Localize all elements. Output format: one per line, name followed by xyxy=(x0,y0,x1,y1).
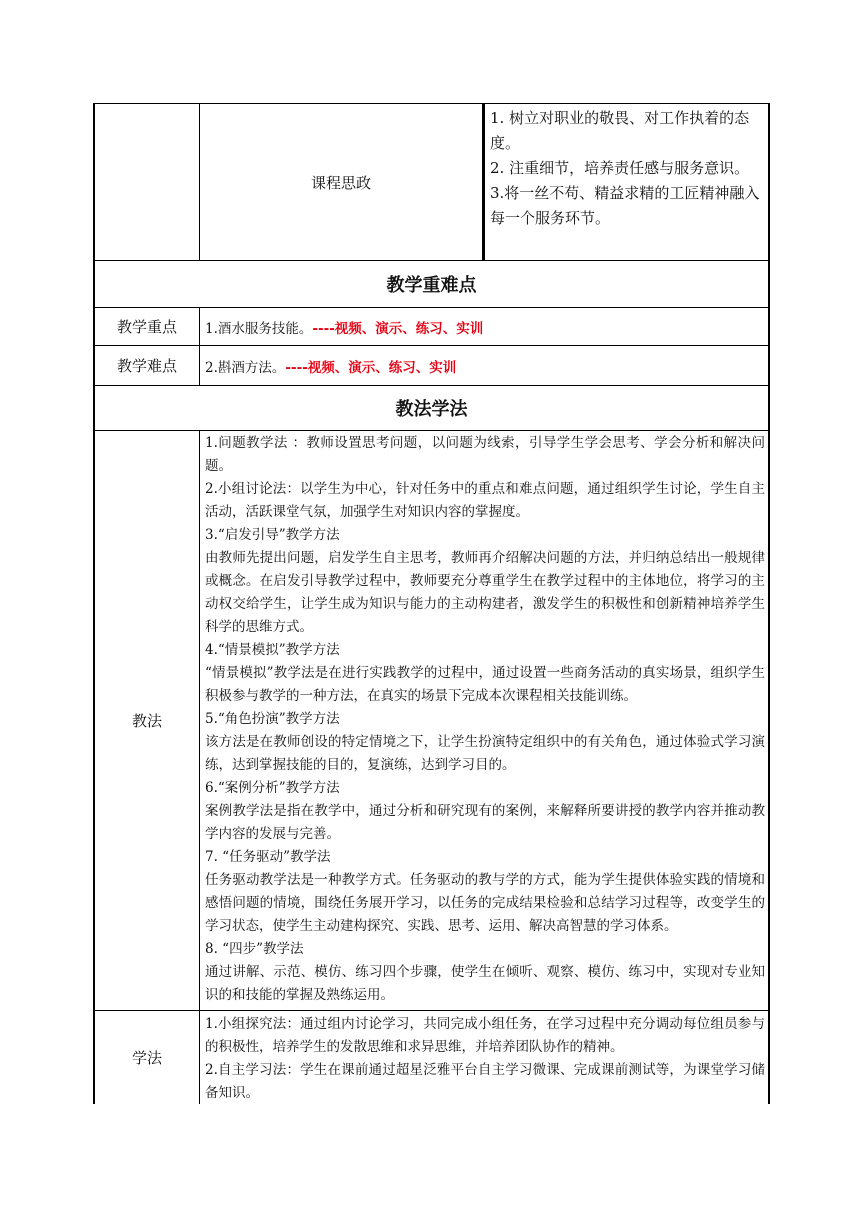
difficult-point-label: 教学难点 xyxy=(116,357,177,375)
methods-section-title: 教法学法 xyxy=(395,399,468,420)
learning-method-line: 2.自主学习法：学生在课前通过超星泛雅平台自主学习微课、完成课前测试等，为课堂学习储备知识。 xyxy=(205,1062,765,1101)
learning-methods-label: 学法 xyxy=(131,1049,162,1067)
sizheng-item: 2. 注重细节，培养责任感与服务意识。 xyxy=(490,159,750,177)
teaching-method-line: “情景模拟”教学法是在进行实践教学的过程中，通过设置一些商务活动的真实场景，组织学生积极参与教学的一种方法，在真实的场景下完成本次课程相关技能训练。 xyxy=(205,665,765,704)
sizheng-item: 3.将一丝不苟、精益求精的工匠精神融入每一个服务环节。 xyxy=(490,184,760,227)
key-point-content xyxy=(205,308,765,345)
teaching-method-line: 案例教学法是指在教学中，通过分析和研究现有的案例，来解释所要讲授的教学内容并推动教学内容的发展与完善。 xyxy=(205,803,765,842)
teaching-method-line: 3.“启发引导”教学方法 xyxy=(205,527,340,543)
sizheng-label: 课程思政 xyxy=(310,173,371,192)
teaching-methods-content xyxy=(205,432,765,1010)
teaching-method-line: 任务驱动教学法是一种教学方式。任务驱动的教与学的方式，能为学生提供体验实践的情境和感悟问题的情境，围绕任务展开学习，以任务的完成结果检验和总结学习过程等，改变学生的学习状态，使学生主动建构探究、实践、思考、运用、解决高智慧的学习体系。 xyxy=(205,872,765,934)
learning-method-line: 1.小组探究法：通过组内讨论学习，共同完成小组任务，在学习过程中充分调动每位组员参与的积极性，培养学生的发散思维和求异思维，并培养团队协作的精神。 xyxy=(205,1016,765,1055)
teaching-method-line: 1.问题教学法 ：教师设置思考问题，以问题为线索，引导学生学会思考、学会分析和解决问题。 xyxy=(205,435,765,474)
sizheng-item: 1. 树立对职业的敬畏、对工作执着的态度。 xyxy=(490,109,750,152)
teaching-method-line: 2.小组讨论法：以学生为中心，针对任务中的重点和难点问题，通过组织学生讨论，学生自主活动，活跃课堂气氛，加强学生对知识内容的掌握度。 xyxy=(205,481,765,520)
lesson-plan-table xyxy=(93,103,770,1104)
difficulty-section-title: 教学重难点 xyxy=(386,275,477,296)
teaching-method-line: 通过讲解、示范、模仿、练习四个步骤，使学生在倾听、观察、模仿、练习中，实现对专业知识的和技能的掌握及熟练运用。 xyxy=(205,964,765,1003)
teaching-method-line: 该方法是在教师创设的特定情境之下，让学生扮演特定组织中的有关角色，通过体验式学习演练，达到掌握技能的目的，复演练，达到学习目的。 xyxy=(205,734,765,773)
teaching-method-line: 5.“角色扮演”教学方法 xyxy=(205,711,340,727)
difficult-point-text: 2.斟酒方法。 xyxy=(205,359,286,376)
teaching-method-line: 7. “任务驱动”教学法 xyxy=(205,849,331,865)
sizheng-content xyxy=(490,106,764,260)
teaching-method-line: 由教师先提出问题，启发学生自主思考，教师再介绍解决问题的方法，并归纳总结出一般规律或概念。在启发引导教学过程中，教师要充分尊重学生在教学过程中的主体地位，将学习的主动权交给学生，让学生成为知识与能力的主动构建者，激发学生的积极性和创新精神培养学生科学的思维方式。 xyxy=(205,550,765,635)
difficult-point-content xyxy=(205,346,765,385)
teaching-methods-label: 教法 xyxy=(131,712,162,730)
key-point-label: 教学重点 xyxy=(116,318,177,336)
teaching-method-line: 8. “四步”教学法 xyxy=(205,941,304,957)
key-point-text: 1.酒水服务技能。 xyxy=(205,320,313,337)
teaching-method-line: 6.“案例分析”教学方法 xyxy=(205,780,340,796)
difficult-point-methods: ----视频、演示、练习、实训 xyxy=(285,359,457,376)
learning-methods-content xyxy=(205,1013,765,1104)
key-point-methods: ----视频、演示、练习、实训 xyxy=(312,320,484,337)
teaching-method-line: 4.“情景模拟”教学方法 xyxy=(205,642,340,658)
